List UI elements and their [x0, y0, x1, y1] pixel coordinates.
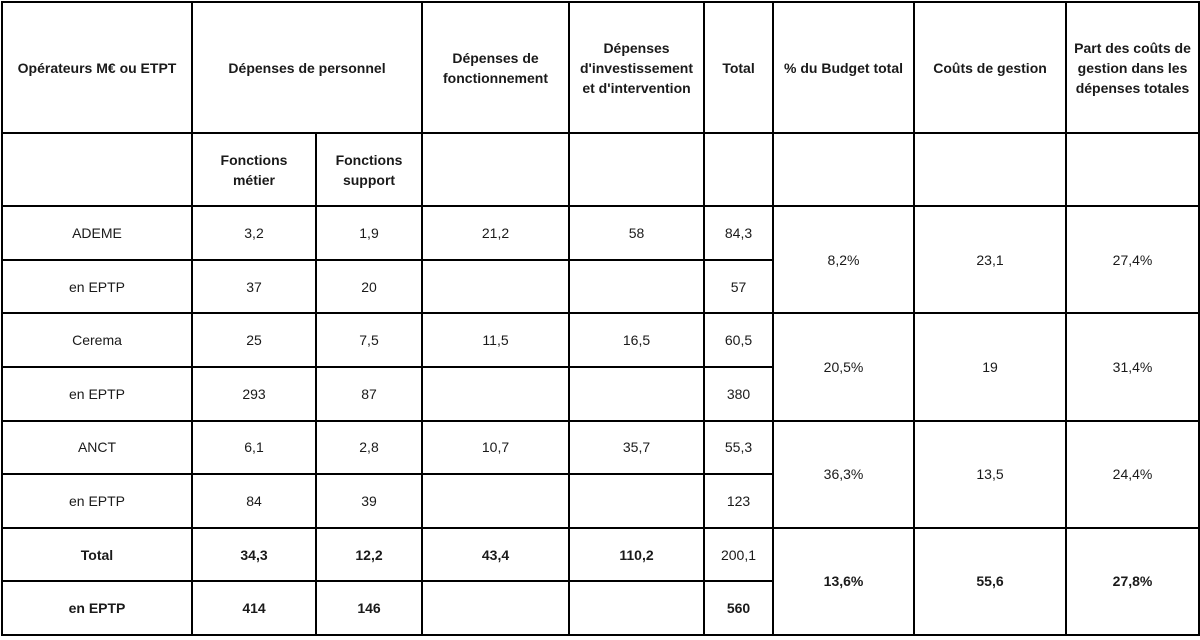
cell-investissement: 58	[569, 206, 704, 260]
cell-support: 1,9	[316, 206, 422, 260]
cell-metier: 414	[192, 581, 316, 635]
cell-fonctionnement	[422, 581, 569, 635]
header-operators: Opérateurs M€ ou ETPT	[2, 2, 192, 133]
subheader-empty	[569, 133, 704, 206]
cell-fonctionnement: 10,7	[422, 421, 569, 475]
cell-support: 20	[316, 260, 422, 314]
cell-total: 60,5	[704, 313, 773, 367]
cell-metier: 3,2	[192, 206, 316, 260]
cell-investissement: 110,2	[569, 528, 704, 582]
table-row	[2, 313, 1199, 367]
cell-metier: 25	[192, 313, 316, 367]
cell-part-couts: 31,4%	[1066, 313, 1199, 420]
cell-metier: 6,1	[192, 421, 316, 475]
cell-part-couts: 24,4%	[1066, 421, 1199, 528]
header-investissement: Dépenses d'investissement et d'intervention	[569, 2, 704, 133]
cell-pct-budget: 36,3%	[773, 421, 914, 528]
cell-pct-budget: 20,5%	[773, 313, 914, 420]
header-fonctionnement: Dépenses de fonctionnement	[422, 2, 569, 133]
cell-fonctionnement	[422, 367, 569, 421]
header-pct-budget: % du Budget total	[773, 2, 914, 133]
cell-fonctionnement	[422, 260, 569, 314]
row-label: en EPTP	[2, 474, 192, 528]
subheader-row	[2, 133, 1199, 206]
subheader-empty	[704, 133, 773, 206]
cell-fonctionnement: 43,4	[422, 528, 569, 582]
subheader-empty	[422, 133, 569, 206]
cell-support: 2,8	[316, 421, 422, 475]
cell-support: 7,5	[316, 313, 422, 367]
cell-metier: 37	[192, 260, 316, 314]
header-couts-gestion: Coûts de gestion	[914, 2, 1066, 133]
cell-fonctionnement: 11,5	[422, 313, 569, 367]
cell-support: 39	[316, 474, 422, 528]
cell-fonctionnement: 21,2	[422, 206, 569, 260]
cell-part-couts: 27,8%	[1066, 528, 1199, 635]
cell-support: 12,2	[316, 528, 422, 582]
cell-support: 146	[316, 581, 422, 635]
cell-total: 560	[704, 581, 773, 635]
subheader-empty	[1066, 133, 1199, 206]
cell-couts-gestion: 19	[914, 313, 1066, 420]
subheader-empty	[914, 133, 1066, 206]
subheader-empty	[2, 133, 192, 206]
cell-total: 55,3	[704, 421, 773, 475]
cell-investissement	[569, 367, 704, 421]
cell-investissement	[569, 474, 704, 528]
budget-table	[1, 1, 1200, 636]
cell-metier: 84	[192, 474, 316, 528]
table-row	[2, 421, 1199, 475]
total-row	[2, 528, 1199, 582]
row-label: ADEME	[2, 206, 192, 260]
subheader-empty	[773, 133, 914, 206]
cell-metier: 34,3	[192, 528, 316, 582]
cell-total: 84,3	[704, 206, 773, 260]
cell-total: 57	[704, 260, 773, 314]
subheader-fonctions-metier: Fonctions métier	[192, 133, 316, 206]
cell-pct-budget: 8,2%	[773, 206, 914, 313]
cell-total: 200,1	[704, 528, 773, 582]
row-label: en EPTP	[2, 260, 192, 314]
cell-couts-gestion: 13,5	[914, 421, 1066, 528]
header-total: Total	[704, 2, 773, 133]
cell-metier: 293	[192, 367, 316, 421]
cell-investissement	[569, 581, 704, 635]
cell-couts-gestion: 55,6	[914, 528, 1066, 635]
row-label: en EPTP	[2, 581, 192, 635]
cell-total: 380	[704, 367, 773, 421]
cell-part-couts: 27,4%	[1066, 206, 1199, 313]
cell-couts-gestion: 23,1	[914, 206, 1066, 313]
subheader-fonctions-support: Fonctions support	[316, 133, 422, 206]
table-row	[2, 206, 1199, 260]
cell-support: 87	[316, 367, 422, 421]
cell-investissement: 35,7	[569, 421, 704, 475]
cell-total: 123	[704, 474, 773, 528]
cell-fonctionnement	[422, 474, 569, 528]
header-part-couts: Part des coûts de gestion dans les dépenses totales	[1066, 2, 1199, 133]
header-row	[2, 2, 1199, 133]
row-label: ANCT	[2, 421, 192, 475]
row-label: Total	[2, 528, 192, 582]
cell-investissement: 16,5	[569, 313, 704, 367]
cell-pct-budget: 13,6%	[773, 528, 914, 635]
header-personnel: Dépenses de personnel	[192, 2, 422, 133]
cell-investissement	[569, 260, 704, 314]
row-label: Cerema	[2, 313, 192, 367]
row-label: en EPTP	[2, 367, 192, 421]
